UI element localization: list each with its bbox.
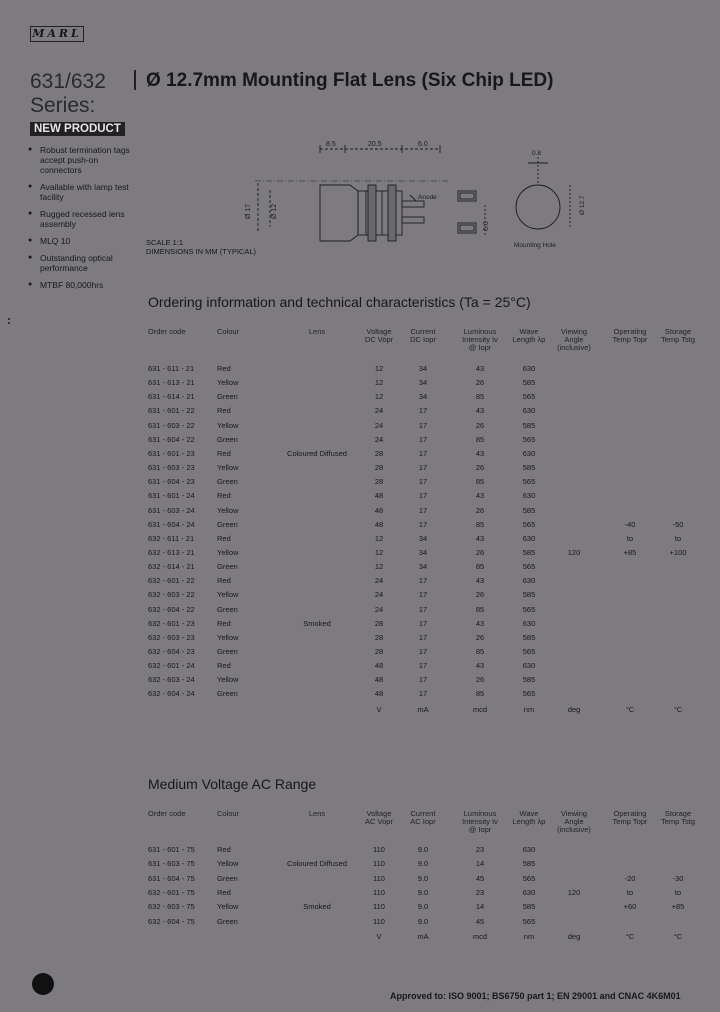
table-cell: 34 bbox=[418, 562, 428, 572]
unit-cell: nm bbox=[523, 931, 535, 941]
table-cell: 632 - 614 - 21 bbox=[148, 562, 195, 572]
unit-cell: V bbox=[376, 704, 382, 714]
table-cell: 17 bbox=[418, 420, 428, 430]
table-cell: 48 bbox=[374, 491, 384, 501]
table-cell: 12 bbox=[374, 562, 384, 572]
dim-label: 0.8 bbox=[532, 150, 542, 157]
table-cell: 12 bbox=[374, 547, 384, 557]
table-cell: 631 - 601 - 75 bbox=[148, 845, 195, 854]
table-cell: 110 bbox=[373, 887, 385, 897]
table-cell: 110 bbox=[373, 859, 385, 869]
table-cell: 9.0 bbox=[417, 845, 429, 854]
table-cell: -30 bbox=[672, 873, 684, 883]
mounting-hole-label: Mounting Hole bbox=[514, 242, 556, 249]
table-cell: to bbox=[674, 887, 682, 897]
table-cell: 565 bbox=[522, 604, 536, 614]
table-cell: Green bbox=[217, 477, 238, 487]
table-cell: 23 bbox=[475, 887, 485, 897]
table-cell: 17 bbox=[418, 647, 428, 656]
table-cell: -50 bbox=[672, 519, 684, 529]
table-cell: 631 - 613 - 21 bbox=[148, 378, 195, 388]
table-cell: 26 bbox=[475, 463, 485, 473]
table-cell: Green bbox=[217, 562, 238, 572]
table-cell: 632 - 603 - 24 bbox=[148, 675, 195, 685]
table-cell: 12 bbox=[374, 364, 384, 373]
table-cell: 28 bbox=[374, 618, 384, 628]
table-cell: 632 - 604 - 22 bbox=[148, 604, 195, 614]
table-cell: 631 - 604 - 23 bbox=[148, 477, 195, 487]
table-cell: Red bbox=[217, 406, 231, 416]
table-cell: Red bbox=[217, 845, 231, 854]
dim-label: 6.0 bbox=[418, 141, 428, 148]
table-cell: 34 bbox=[418, 364, 428, 373]
column-header: Wave Length λp bbox=[512, 809, 546, 826]
table-cell: 23 bbox=[475, 845, 485, 854]
column-header: Current DC Iopr bbox=[410, 327, 436, 344]
table-cell: 45 bbox=[475, 916, 485, 926]
unit-cell: °C bbox=[673, 931, 683, 941]
table-cell: 17 bbox=[418, 505, 428, 515]
table-cell: 17 bbox=[418, 604, 428, 614]
table-cell: Green bbox=[217, 916, 238, 926]
table-cell: 28 bbox=[374, 463, 384, 473]
table-cell: Yellow bbox=[217, 632, 239, 642]
table-cell: 630 bbox=[522, 448, 536, 458]
table-cell: 565 bbox=[522, 519, 536, 529]
table-cell: 85 bbox=[475, 392, 485, 402]
column-header: Operating Temp Topr bbox=[612, 327, 648, 344]
table-cell: 17 bbox=[418, 519, 428, 529]
table-cell: Red bbox=[217, 364, 231, 373]
table-cell: +85 bbox=[671, 902, 685, 912]
table-cell: Green bbox=[217, 434, 238, 444]
table-cell: 632 - 601 - 23 bbox=[148, 618, 195, 628]
table-cell: Green bbox=[217, 647, 238, 656]
table-cell: 17 bbox=[418, 477, 428, 487]
table-cell: 34 bbox=[418, 547, 428, 557]
table-cell: Yellow bbox=[217, 505, 239, 515]
table-cell: Red bbox=[217, 618, 231, 628]
table-cell: 45 bbox=[475, 873, 485, 883]
anode-label: Anode bbox=[418, 194, 437, 201]
unit-cell: nm bbox=[523, 704, 535, 714]
column-header: Order code bbox=[148, 327, 186, 336]
column-header: Luminous Intensity Iv @ Iopr bbox=[462, 809, 498, 834]
table-cell: 632 - 604 - 75 bbox=[148, 916, 195, 926]
unit-cell: deg bbox=[567, 704, 581, 714]
table-cell: Smoked bbox=[303, 902, 331, 912]
table-cell: 585 bbox=[522, 675, 536, 685]
new-product-badge: NEW PRODUCT bbox=[30, 122, 125, 136]
table-cell: Green bbox=[217, 519, 238, 529]
table-cell: 17 bbox=[418, 448, 428, 458]
table-cell: Red bbox=[217, 533, 231, 543]
table-cell: Yellow bbox=[217, 547, 239, 557]
table-cell: 85 bbox=[475, 689, 485, 699]
table-cell: 85 bbox=[475, 604, 485, 614]
table-cell: 110 bbox=[373, 845, 385, 854]
table-cell: 630 bbox=[522, 887, 536, 897]
table-cell: 631 - 604 - 75 bbox=[148, 873, 195, 883]
table-cell: 28 bbox=[374, 477, 384, 487]
table-cell: to bbox=[626, 887, 634, 897]
table-cell: 26 bbox=[475, 590, 485, 600]
table-cell: Green bbox=[217, 604, 238, 614]
column-header: Storage Temp Tstg bbox=[660, 327, 696, 344]
table-cell: 43 bbox=[475, 533, 485, 543]
table-cell: 26 bbox=[475, 378, 485, 388]
feature-item: ● Outstanding optical performance bbox=[28, 253, 138, 273]
table-cell: Green bbox=[217, 392, 238, 402]
table-cell: 630 bbox=[522, 406, 536, 416]
table-cell: 85 bbox=[475, 562, 485, 572]
table-cell: 110 bbox=[373, 916, 385, 926]
table-cell: 17 bbox=[418, 618, 428, 628]
table-cell: 585 bbox=[522, 463, 536, 473]
column-header: Order code bbox=[148, 809, 186, 818]
table-cell: 85 bbox=[475, 647, 485, 656]
table-cell: 630 bbox=[522, 533, 536, 543]
table-cell: Red bbox=[217, 491, 231, 501]
table-cell: 120 bbox=[567, 547, 581, 557]
table-cell: 28 bbox=[374, 647, 384, 656]
table-cell: 632 - 611 - 21 bbox=[148, 533, 195, 543]
table-cell: 632 - 604 - 23 bbox=[148, 647, 195, 656]
table-cell: -40 bbox=[624, 519, 636, 529]
table-cell: Green bbox=[217, 873, 238, 883]
table-cell: 630 bbox=[522, 845, 536, 854]
table-cell: 565 bbox=[522, 477, 536, 487]
dim-label: Ø 17 bbox=[245, 203, 252, 219]
column-header: Colour bbox=[217, 809, 240, 818]
marl-logo: MARL bbox=[30, 26, 84, 42]
table-cell: 28 bbox=[374, 448, 384, 458]
table-cell: Red bbox=[217, 661, 231, 671]
table-cell: 631 - 601 - 22 bbox=[148, 406, 195, 416]
table-cell: Red bbox=[217, 887, 231, 897]
table-cell: 17 bbox=[418, 491, 428, 501]
technical-drawing bbox=[140, 135, 586, 250]
table-cell: 12 bbox=[374, 392, 384, 402]
table-cell: 632 - 601 - 22 bbox=[148, 576, 195, 586]
terminal-detail bbox=[458, 223, 476, 233]
table-cell: 632 - 601 - 75 bbox=[148, 887, 195, 897]
table-cell: 9.0 bbox=[417, 873, 429, 883]
unit-cell: mcd bbox=[472, 931, 488, 941]
table-cell: Smoked bbox=[303, 618, 331, 628]
column-header: Viewing Angle (inclusive) bbox=[557, 327, 591, 352]
table-cell: Coloured Diffused bbox=[287, 859, 347, 869]
table-cell: 26 bbox=[475, 632, 485, 642]
table-cell: 85 bbox=[475, 434, 485, 444]
table-cell: 631 - 601 - 23 bbox=[148, 448, 195, 458]
terminal-detail bbox=[458, 191, 476, 201]
table-cell: 17 bbox=[418, 675, 428, 685]
table-cell: 585 bbox=[522, 590, 536, 600]
table-cell: 565 bbox=[522, 916, 536, 926]
table-cell: +85 bbox=[623, 547, 637, 557]
table-cell: 43 bbox=[475, 576, 485, 586]
column-header: Wave Length λp bbox=[512, 327, 546, 344]
dimensions-text: DIMENSIONS IN MM (TYPICAL) bbox=[146, 247, 257, 256]
table-cell: to bbox=[674, 533, 682, 543]
table-cell: 632 - 603 - 75 bbox=[148, 902, 195, 912]
table-cell: Yellow bbox=[217, 675, 239, 685]
table-cell: 24 bbox=[374, 590, 384, 600]
column-header: Current AC Iopr bbox=[410, 809, 436, 826]
column-header: Lens bbox=[308, 327, 326, 336]
table-cell: 43 bbox=[475, 448, 485, 458]
table-cell: 12 bbox=[374, 533, 384, 543]
table-cell: 631 - 604 - 24 bbox=[148, 519, 195, 529]
table-cell: 631 - 603 - 23 bbox=[148, 463, 195, 473]
table-cell: 17 bbox=[418, 590, 428, 600]
scan-speck bbox=[8, 322, 10, 324]
table-cell: 565 bbox=[522, 392, 536, 402]
table-cell: +60 bbox=[623, 902, 637, 912]
unit-cell: mA bbox=[417, 931, 429, 941]
table-cell: 585 bbox=[522, 859, 536, 869]
table-cell: Yellow bbox=[217, 590, 239, 600]
table-cell: 12 bbox=[374, 378, 384, 388]
table-cell: 630 bbox=[522, 364, 536, 373]
table-cell: 17 bbox=[418, 406, 428, 416]
table-cell: 48 bbox=[374, 689, 384, 699]
ac-range-title: Medium Voltage AC Range bbox=[148, 776, 317, 792]
unit-cell: mA bbox=[417, 704, 429, 714]
table-cell: 9.0 bbox=[417, 887, 429, 897]
table-cell: 26 bbox=[475, 420, 485, 430]
unit-cell: °C bbox=[625, 931, 635, 941]
table-cell: 9.0 bbox=[417, 902, 429, 912]
table-cell: 48 bbox=[374, 519, 384, 529]
table-cell: 631 - 603 - 22 bbox=[148, 420, 195, 430]
table-cell: 48 bbox=[374, 505, 384, 515]
series-label: 631/632 Series: bbox=[30, 70, 106, 117]
column-header: Voltage DC Vopr bbox=[364, 327, 394, 344]
table-cell: Coloured Diffused bbox=[287, 448, 347, 458]
unit-cell: °C bbox=[625, 704, 635, 714]
table-cell: Yellow bbox=[217, 378, 239, 388]
scan-speck bbox=[8, 318, 10, 320]
table-cell: 110 bbox=[373, 873, 385, 883]
unit-cell: deg bbox=[567, 931, 581, 941]
table-cell: 48 bbox=[374, 661, 384, 671]
table-cell: 120 bbox=[567, 887, 581, 897]
table-cell: 26 bbox=[475, 547, 485, 557]
column-header: Storage Temp Tstg bbox=[660, 809, 696, 826]
table-cell: +100 bbox=[669, 547, 687, 557]
table-cell: 9.0 bbox=[417, 916, 429, 926]
table-cell: 565 bbox=[522, 647, 536, 656]
table-cell: 34 bbox=[418, 392, 428, 402]
ordering-title: Ordering information and technical characteristics (Ta = 25°C) bbox=[148, 294, 531, 310]
table-cell: 630 bbox=[522, 618, 536, 628]
feature-item: ● Available with lamp test facility bbox=[28, 182, 138, 202]
table-cell: 43 bbox=[475, 618, 485, 628]
terminal-tag bbox=[402, 201, 424, 207]
table-cell: 43 bbox=[475, 661, 485, 671]
table-cell: 631 - 611 - 21 bbox=[148, 364, 195, 373]
table-cell: 585 bbox=[522, 420, 536, 430]
column-header: Lens bbox=[308, 809, 326, 818]
table-cell: Red bbox=[217, 448, 231, 458]
table-cell: -20 bbox=[624, 873, 636, 883]
unit-cell: °C bbox=[673, 704, 683, 714]
table-cell: Yellow bbox=[217, 902, 239, 912]
table-cell: 632 - 601 - 24 bbox=[148, 661, 195, 671]
table-cell: 85 bbox=[475, 477, 485, 487]
table-cell: 24 bbox=[374, 406, 384, 416]
dim-label: 8.5 bbox=[326, 141, 336, 148]
table-cell: Yellow bbox=[217, 420, 239, 430]
feature-list bbox=[28, 145, 138, 297]
table-cell: 17 bbox=[418, 463, 428, 473]
table-cell: 34 bbox=[418, 378, 428, 388]
table-cell: 34 bbox=[418, 533, 428, 543]
table-cell: 24 bbox=[374, 604, 384, 614]
table-cell: 565 bbox=[522, 689, 536, 699]
lens-body bbox=[320, 185, 358, 241]
table-cell: 565 bbox=[522, 562, 536, 572]
table-cell: 43 bbox=[475, 491, 485, 501]
feature-item: ● Rugged recessed lens assembly bbox=[28, 209, 138, 229]
table-cell: Green bbox=[217, 689, 238, 699]
page-marker-dot bbox=[32, 973, 54, 995]
scale-text: SCALE 1:1 bbox=[146, 238, 184, 247]
column-header: Operating Temp Topr bbox=[612, 809, 648, 826]
table-cell: 48 bbox=[374, 675, 384, 685]
table-cell: Yellow bbox=[217, 463, 239, 473]
table-cell: 24 bbox=[374, 420, 384, 430]
table-cell: 631 - 603 - 24 bbox=[148, 505, 195, 515]
table-cell: 17 bbox=[418, 689, 428, 699]
page-title: Ø 12.7mm Mounting Flat Lens (Six Chip LED) bbox=[146, 70, 554, 91]
table-cell: 565 bbox=[522, 873, 536, 883]
table-cell: 43 bbox=[475, 406, 485, 416]
table-cell: 632 - 613 - 21 bbox=[148, 547, 195, 557]
dim-label: 20.5 bbox=[368, 141, 382, 148]
unit-cell: mcd bbox=[472, 704, 488, 714]
column-header: Viewing Angle (inclusive) bbox=[557, 809, 591, 834]
table-cell: 585 bbox=[522, 902, 536, 912]
table-cell: 17 bbox=[418, 434, 428, 444]
table-cell: 631 - 604 - 22 bbox=[148, 434, 195, 444]
table-cell: 631 - 603 - 75 bbox=[148, 859, 195, 869]
table-cell: 630 bbox=[522, 661, 536, 671]
table-cell: 43 bbox=[475, 364, 485, 373]
column-header: Luminous Intensity Iv @ Iopr bbox=[462, 327, 498, 352]
table-cell: 585 bbox=[522, 505, 536, 515]
table-cell: 9.0 bbox=[417, 859, 429, 869]
title-divider bbox=[134, 70, 136, 90]
feature-item: ● MTBF 80,000hrs bbox=[28, 280, 138, 290]
table-cell: 26 bbox=[475, 675, 485, 685]
table-cell: 565 bbox=[522, 434, 536, 444]
table-cell: 17 bbox=[418, 661, 428, 671]
table-cell: Yellow bbox=[217, 859, 239, 869]
table-cell: 28 bbox=[374, 632, 384, 642]
table-cell: 631 - 601 - 24 bbox=[148, 491, 195, 501]
table-cell: 631 - 614 - 21 bbox=[148, 392, 195, 402]
table-cell: 632 - 603 - 22 bbox=[148, 590, 195, 600]
table-cell: 630 bbox=[522, 576, 536, 586]
table-cell: 85 bbox=[475, 519, 485, 529]
table-cell: 17 bbox=[418, 632, 428, 642]
table-cell: 632 - 603 - 23 bbox=[148, 632, 195, 642]
mounting-hole bbox=[516, 185, 560, 229]
table-cell: 585 bbox=[522, 632, 536, 642]
table-cell: 24 bbox=[374, 576, 384, 586]
table-cell: 585 bbox=[522, 378, 536, 388]
table-cell: 26 bbox=[475, 505, 485, 515]
feature-item: ● MLQ 10 bbox=[28, 236, 138, 246]
unit-cell: V bbox=[376, 931, 382, 941]
table-cell: 110 bbox=[373, 902, 385, 912]
dim-label: Ø 12.7 bbox=[579, 195, 586, 215]
table-cell: 632 - 604 - 24 bbox=[148, 689, 195, 699]
scale-note bbox=[146, 238, 256, 256]
table-cell: 14 bbox=[475, 859, 485, 869]
feature-item: ● Robust termination tags accept push-on connectors bbox=[28, 145, 138, 175]
table-cell: 14 bbox=[475, 902, 485, 912]
approval-footer: Approved to: ISO 9001; BS6750 part 1; EN 29001 and CNAC 4K6M01 bbox=[390, 991, 681, 1001]
terminal-tag bbox=[402, 217, 424, 223]
dim-label: Ø 12 bbox=[271, 203, 278, 219]
column-header: Colour bbox=[217, 327, 240, 336]
table-cell: 17 bbox=[418, 576, 428, 586]
table-cell: 24 bbox=[374, 434, 384, 444]
column-header: Voltage AC Vopr bbox=[365, 809, 393, 826]
dim-label: 6.0 bbox=[483, 221, 490, 231]
table-cell: 585 bbox=[522, 547, 536, 557]
table-cell: to bbox=[626, 533, 634, 543]
table-cell: 630 bbox=[522, 491, 536, 501]
table-cell: Red bbox=[217, 576, 231, 586]
